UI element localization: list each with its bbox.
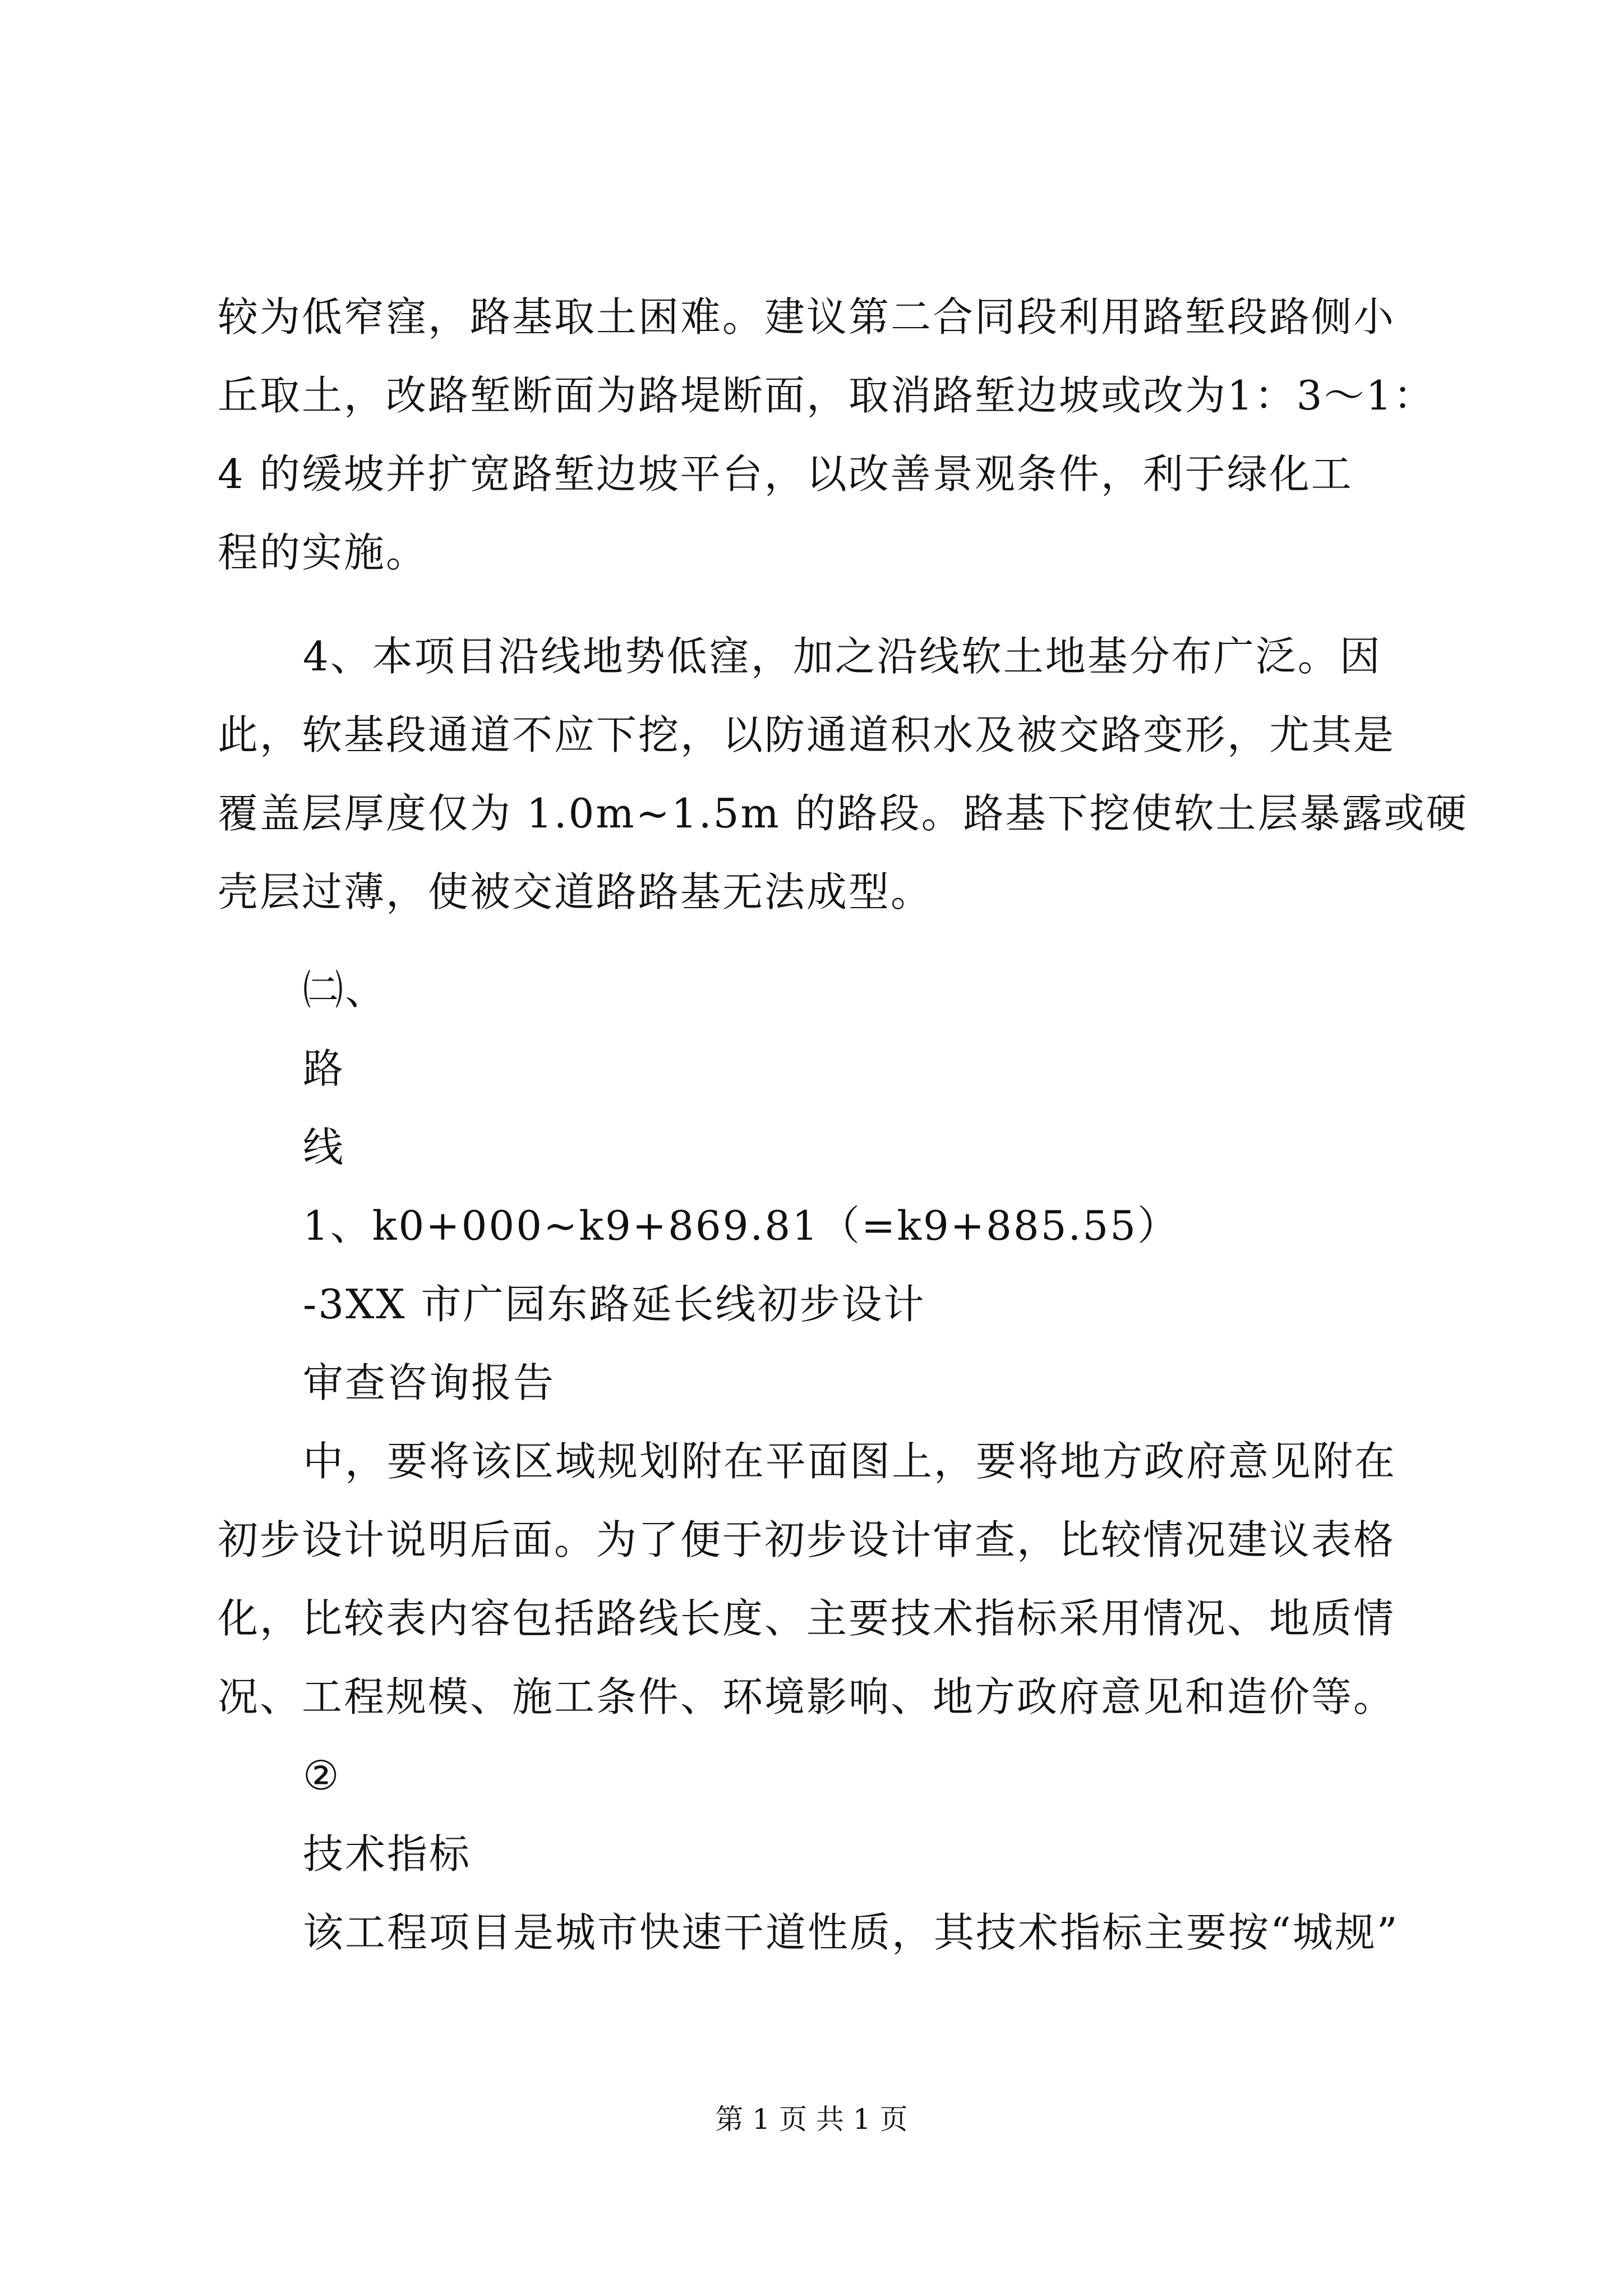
paragraph-4-line-2: 此，软基段通道不应下挖，以防通道积水及被交路变形，尤其是 [218, 711, 1396, 758]
section-heading-number: ㈡、 [303, 967, 388, 1014]
paragraph-line-1: 中，要将该区域规划附在平面图上，要将地方政府意见附在 [303, 1438, 1397, 1485]
paragraph-4-line-3: 覆盖层厚度仅为 1.0m~1.5m 的路段。路基下挖使软土层暴露或硬 [218, 790, 1468, 837]
section-heading-char-1: 路 [303, 1045, 345, 1092]
circled-number-2: ② [303, 1752, 341, 1799]
route-item-1: 1、k0+000~k9+869.81（=k9+885.55） [303, 1202, 1180, 1249]
page-footer: 第 1 页 共 1 页 [715, 2103, 908, 2136]
paragraph-4-line-4: 壳层过薄，使被交道路路基无法成型。 [218, 868, 933, 915]
body-line-3: 4 的缓坡并扩宽路堑边坡平台，以改善景观条件，利于绿化工 [218, 450, 1353, 498]
body-line-1: 较为低窄窪，路基取土困难。建议第二合同段利用路堑段路侧小 [218, 293, 1396, 341]
report-title-line-1: -3XX 市广园东路延长线初步设计 [303, 1281, 926, 1328]
body-line-2: 丘取土，改路堑断面为路堤断面，取消路堑边坡或改为1：3～1： [218, 372, 1436, 419]
body-line-4: 程的实施。 [218, 529, 428, 576]
subheading-technical-indicators: 技术指标 [303, 1830, 472, 1878]
paragraph-line-3: 化，比较表内容包括路线长度、主要技术指标采用情况、地质情 [218, 1595, 1396, 1642]
report-title-line-2: 审查咨询报告 [303, 1359, 556, 1406]
section-heading-char-2: 线 [303, 1124, 345, 1171]
paragraph-line-4: 况、工程规模、施工条件、环境影响、地方政府意见和造价等。 [218, 1673, 1396, 1720]
paragraph-technical-line-1: 该工程项目是城市快速干道性质，其技术指标主要按“城规” [303, 1909, 1399, 1956]
paragraph-line-2: 初步设计说明后面。为了便于初步设计审查，比较情况建议表格 [218, 1516, 1396, 1563]
paragraph-4-line-1: 4、本项目沿线地势低窪，加之沿线软土地基分布广泛。因 [303, 633, 1382, 680]
